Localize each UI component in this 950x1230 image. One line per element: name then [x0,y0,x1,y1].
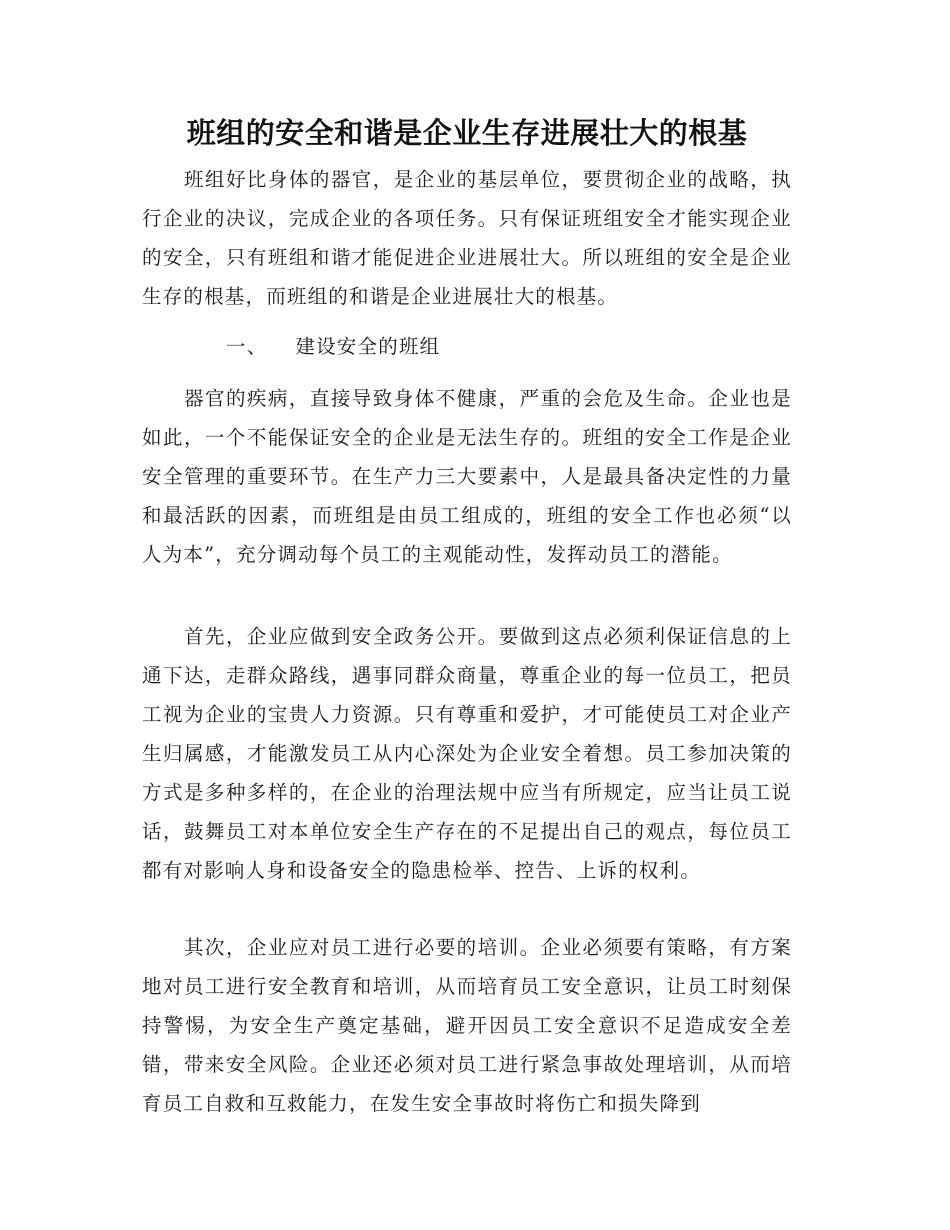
body-paragraph-2: 首先，企业应做到安全政务公开。要做到这点必须利保证信息的上通下达，走群众路线，遇事同群众商量，尊重企业的每一位员工，把员工视为企业的宝贵人力资源。只有尊重和爱护，才可能使员工对企业产生归属感，才能激发员工从内心深处为企业安全着想。员工参加决策的方式是多种多样的，在企业的治理法规中应当有所规定，应当让员工说话，鼓舞员工对本单位安全生产存在的不足提出自己的观点，每位员工都有对影响人身和设备安全的隐患检举、控告、上诉的权利。 [142,625,792,882]
body-paragraph-1: 器官的疾病，直接导致身体不健康，严重的会危及生命。企业也是如此，一个不能保证安全的企业是无法生存的。班组的安全工作是企业安全管理的重要环节。在生产力三大要素中，人是最具备决定性的力量和最活跃的因素，而班组是由员工组成的，班组的安全工作也必须“以人为本”，充分调动每个员工的主观能动性，发挥动员工的潜能。 [142,387,792,566]
body-paragraph-3: 其次，企业应对员工进行必要的培训。企业必须要有策略，有方案地对员工进行安全教育和培训，从而培育员工安全意识，让员工时刻保持警惕，为安全生产奠定基础，避开因员工安全意识不足造成安全差错，带来安全风险。企业还必须对员工进行紧急事故处理培训，从而培育员工自救和互救能力，在发生安全事故时将伤亡和损失降到 [142,936,792,1115]
intro-paragraph: 班组好比身体的器官，是企业的基层单位，要贯彻企业的战略，执行企业的决议，完成企业的各项任务。只有保证班组安全才能实现企业的安全，只有班组和谐才能促进企业进展壮大。所以班组的安全是企业生存的根基，而班组的和谐是企业进展壮大的根基。 [142,168,792,308]
document-title: 班组的安全和谐是企业生存进展壮大的根基 [186,116,748,150]
section-heading [142,327,792,366]
section-number: 一、 [226,335,268,358]
section-heading-text: 建设安全的班组 [295,335,441,358]
